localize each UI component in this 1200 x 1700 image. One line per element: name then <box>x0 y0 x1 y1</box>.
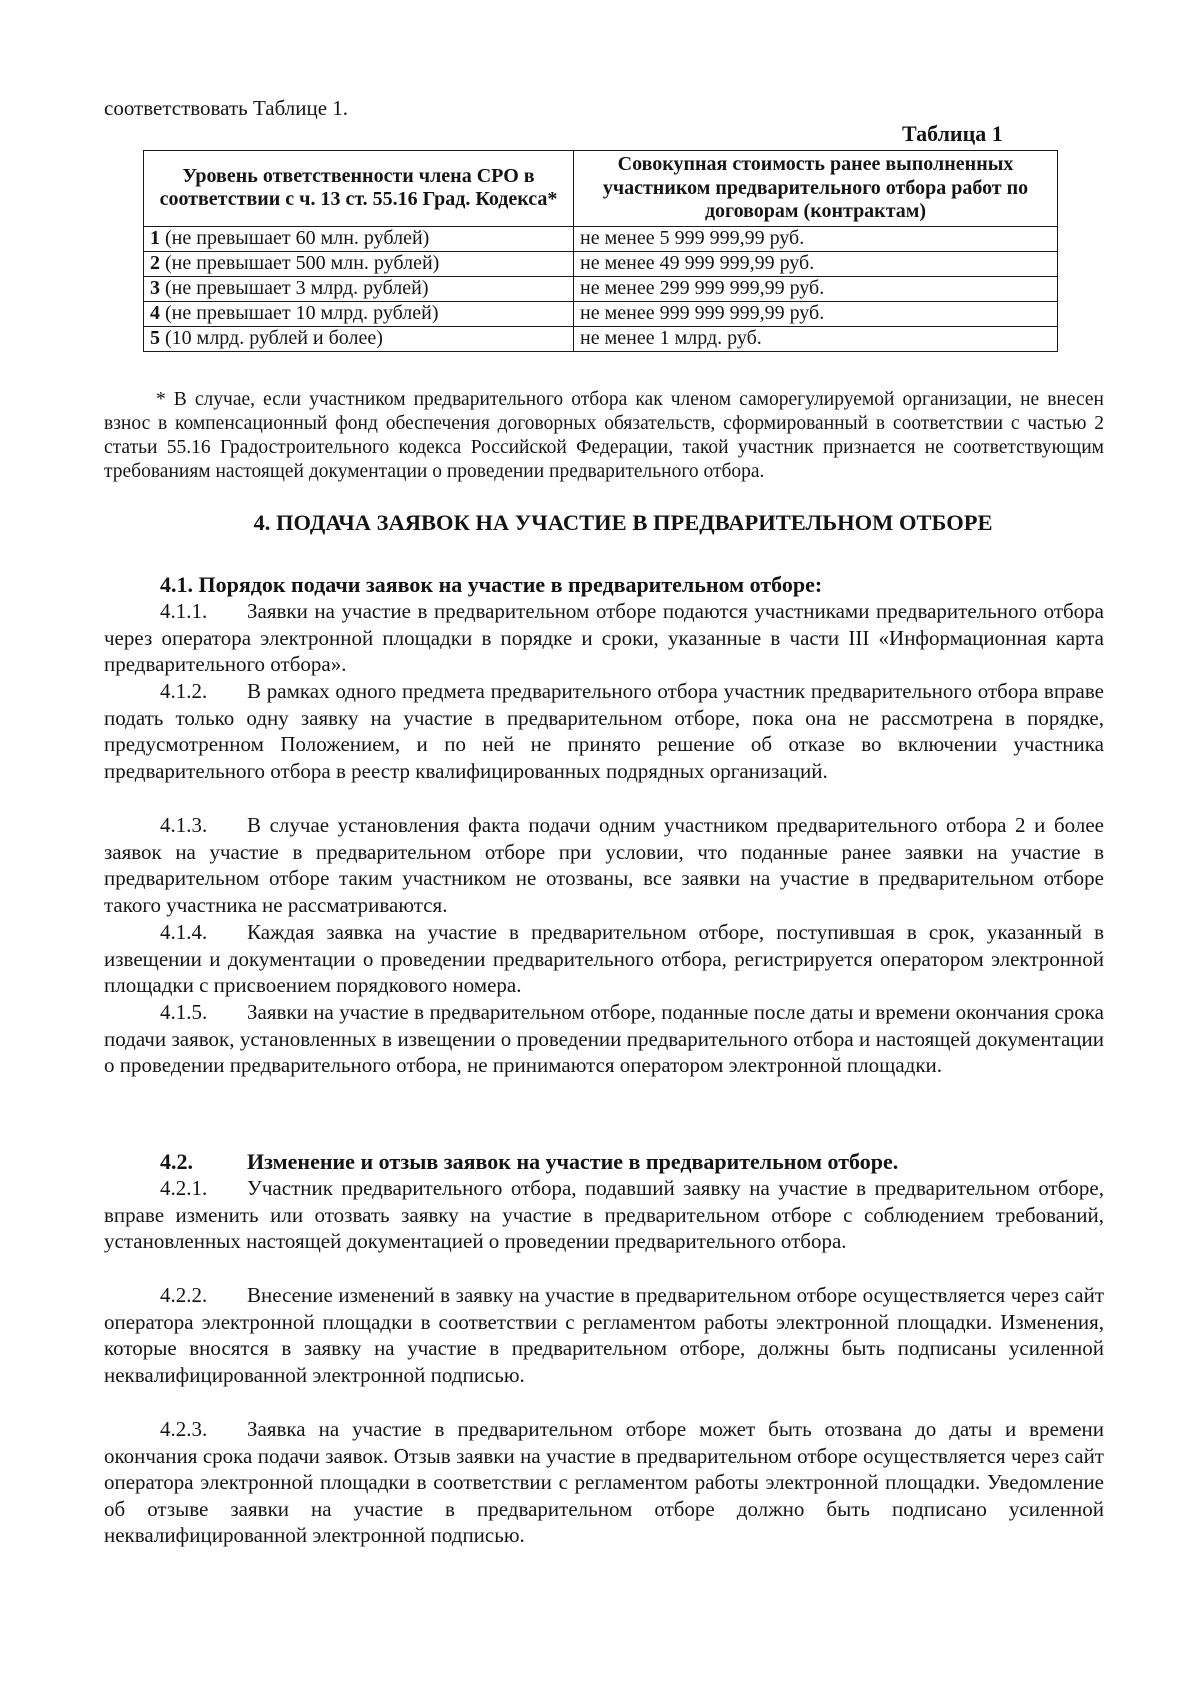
paragraph-4-1-3 <box>104 812 1104 918</box>
intro-text: соответствовать Таблице 1. <box>104 96 349 120</box>
table-row <box>144 226 1058 251</box>
paragraph-4-2-2 <box>104 1282 1104 1388</box>
table-cell-level: 5 (10 млрд. рублей и более) <box>144 326 574 351</box>
paragraph-4-1-4 <box>104 919 1104 999</box>
table-header-cost: Совокупная стоимость ранее выполненных участником предварительного отбора работ по договорам (контрактам) <box>574 151 1058 227</box>
table-cell-cost: не менее 1 млрд. руб. <box>574 326 1058 351</box>
subsection-title: Изменение и отзыв заявок на участие в предварительном отборе. <box>247 1149 899 1174</box>
paragraph-text: В случае установления факта подачи одним участником предварительного отбора 2 и более заявок на участие в предварительном отборе при условии, что поданные ранее заявки на участие в предварительном отборе таким участником не отозваны, все заявки на участие в предварительном отборе такого участника не рассматриваются. <box>104 813 1104 917</box>
section-heading: 4. ПОДАЧА ЗАЯВОК НА УЧАСТИЕ В ПРЕДВАРИТЕЛЬНОМ ОТБОРЕ <box>253 510 993 535</box>
table-header-level: Уровень ответственности члена СРО в соответствии с ч. 13 ст. 55.16 Град. Кодекса* <box>144 151 574 227</box>
paragraph-number: 4.1.5. <box>160 1000 208 1024</box>
paragraph-number: 4.1.2. <box>160 679 208 703</box>
paragraph-4-2-3 <box>104 1416 1104 1549</box>
table-cell-cost: не менее 49 999 999,99 руб. <box>574 251 1058 276</box>
paragraph-4-1-5 <box>104 999 1104 1079</box>
paragraph-text: Заявки на участие в предварительном отборе подаются участниками предварительного отбора через оператора электронной площадки в порядке и сроки, указанные в части III «Информационная карта предварительного отбора». <box>104 599 1104 676</box>
table-header-row <box>144 151 1058 227</box>
paragraph-number: 4.1.1. <box>160 599 208 623</box>
paragraph-number: 4.1.4. <box>160 920 208 944</box>
table-cell-cost: не менее 999 999 999,99 руб. <box>574 301 1058 326</box>
table-row <box>144 251 1058 276</box>
subsection-4-1-heading: 4.1. Порядок подачи заявок на участие в предварительном отборе: <box>160 572 823 597</box>
table-title: Таблица 1 <box>902 121 1003 146</box>
table-cell-level: 2 (не превышает 500 млн. рублей) <box>144 251 574 276</box>
table-row <box>144 326 1058 351</box>
table-cell-cost: не менее 5 999 999,99 руб. <box>574 226 1058 251</box>
paragraph-4-1-2 <box>104 678 1104 784</box>
paragraph-text: Участник предварительного отбора, подавший заявку на участие в предварительном отборе, вправе изменить или отозвать заявку на участие в предварительном отборе с соблюдением требований, установленных настоящей документацией о проведении предварительного отбора. <box>104 1176 1104 1253</box>
table-row <box>144 276 1058 301</box>
table-footnote: * В случае, если участником предварительного отбора как членом саморегулируемой организации, не внесен взнос в компенсационный фонд обеспечения договорных обязательств, сформированный в соответствии с частью 2 статьи 55.16 Градостроительного кодекса Российской Федерации, такой участник признается не соответствующим требованиям настоящей документации о проведении предварительного отбора. <box>104 388 1104 482</box>
paragraph-number: 4.2.2. <box>160 1283 208 1307</box>
table-row <box>144 301 1058 326</box>
responsibility-table <box>143 150 1058 352</box>
paragraph-text: Заявка на участие в предварительном отборе может быть отозвана до даты и времени окончания срока подачи заявок. Отзыв заявки на участие в предварительном отборе осуществляется через сайт оператора электронной площадки в соответствии с регламентом работы электронной площадки. Уведомление об отзыве заявки на участие в предварительном отборе должно быть подписано усиленной неквалифицированной электронной подписью. <box>104 1417 1104 1547</box>
paragraph-number: 4.2.3. <box>160 1417 208 1441</box>
paragraph-number: 4.2.1. <box>160 1176 208 1200</box>
subsection-4-2-heading <box>160 1149 898 1176</box>
paragraph-4-2-1 <box>104 1175 1104 1255</box>
paragraph-text: Заявки на участие в предварительном отборе, поданные после даты и времени окончания срока подачи заявок, установленных в извещении о проведении предварительного отбора и настоящей документации о проведении предварительного отбора, не принимаются оператором электронной площадки. <box>104 1000 1104 1077</box>
paragraph-text: В рамках одного предмета предварительного отбора участник предварительного отбора вправе подать только одну заявку на участие в предварительном отборе, пока она не рассмотрена в порядке, предусмотренном Положением, и по ней не принято решение об отказе во включении участника предварительного отбора в реестр квалифицированных подрядных организаций. <box>104 679 1104 783</box>
paragraph-text: Каждая заявка на участие в предварительном отборе, поступившая в срок, указанный в извещении и документации о проведении предварительного отбора, регистрируется оператором электронной площадки с присвоением порядкового номера. <box>104 920 1104 997</box>
table-cell-level: 4 (не превышает 10 млрд. рублей) <box>144 301 574 326</box>
paragraph-number: 4.1.3. <box>160 813 208 837</box>
table-cell-cost: не менее 299 999 999,99 руб. <box>574 276 1058 301</box>
table-cell-level: 3 (не превышает 3 млрд. рублей) <box>144 276 574 301</box>
table-cell-level: 1 (не превышает 60 млн. рублей) <box>144 226 574 251</box>
paragraph-4-1-1 <box>104 598 1104 678</box>
paragraph-text: Внесение изменений в заявку на участие в предварительном отборе осуществляется через сайт оператора электронной площадки в соответствии с регламентом работы электронной площадки. Изменения, которые вносятся в заявку на участие в предварительном отборе, должны быть подписаны усиленной неквалифицированной электронной подписью. <box>104 1283 1104 1387</box>
subsection-number: 4.2. <box>160 1149 193 1174</box>
